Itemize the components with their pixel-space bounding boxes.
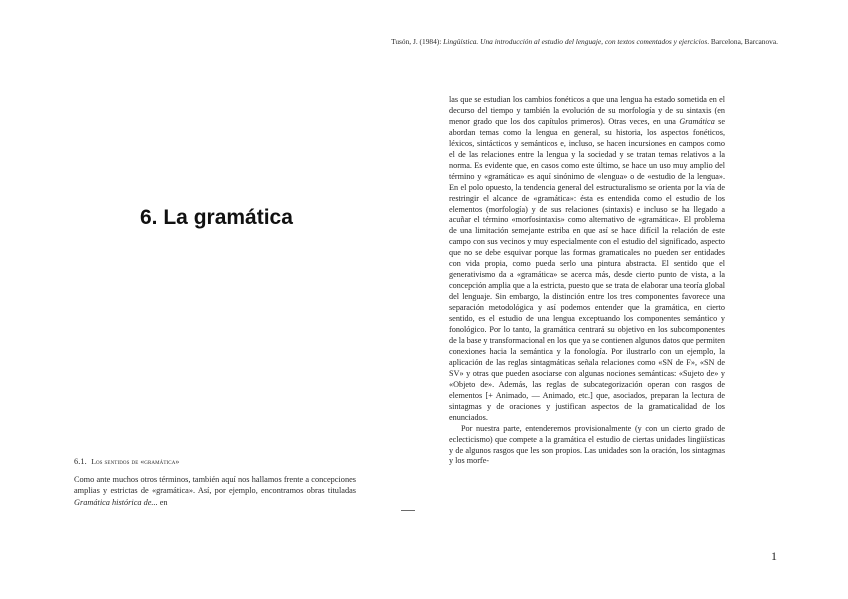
body-p1-end: se abordan temas como la lengua en general, su historia, los aspectos fonéticos, léxicos, sintácticos y semánticos e, incluso, se hacen incursiones en campos como el de las relaciones entre la lengua y la sociedad y se tratan temas relativos a la norma. Es evidente que, en casos como este último, se hace un uso muy amplio del término y «gramática» es aquí sinónimo de «lengua» o de «estudio de la lengua». En el polo opuesto, la tendencia general del estructuralismo se orienta por la vía de restringir el alcance de «gramática»: ésta es entendida como el estudio de los elementos (morfología) y de sus relaciones (sintaxis) e incluso se ha llegado a acuñar el término «morfosintaxis» como alternativo de «gramática». El problema de una limitación semejante estriba en que así se hace difícil la relación de este campo con sus vecinos y muy especialmente con el estudio del significado, aspecto que no se debe esquivar porque las formas gramaticales no pueden ser entidades con vida propia, como pueda serlo una pintura abstracta. El sentido que el generativismo da a «gramática» se acerca más, desde cierto punto de vista, a la concepción amplia que a la estricta, puesto que se trata de elaborar una teoría global del lenguaje. Sin embargo, la distinción entre los tres componentes favorece una separación metodológica y así podemos entender que la gramática, en cierto sentido, es el estudio de una lengua exceptuando los componentes semántico y fonológico. Por lo tanto, la gramática centrará su objetivo en los subcomponentes de la base y transformacional en los que ya se contienen algunos datos que permiten conexiones hacia la semántica y la fonología. Por ilustrarlo con un ejemplo, la aplicación de las reglas sintagmáticas señala relaciones como «SN de F», «SN de SV» y otras que pueden asociarse con algunas nociones semánticas: «Sujeto de» y «Objeto de». Además, las reglas de subcategorización operan con rasgos de elementos [+ Animado, — Animado, etc.] que, asociados, preparan la lectura de sintagmas y de oraciones y justifican aspectos de la gramaticalidad de los enunciados. <box>449 116 725 422</box>
intro-text-start: Como ante muchos otros términos, también aquí nos hallamos frente a concepciones amplias y estrictas de «gramática». Así, por ejemplo, encontramos obras tituladas <box>74 474 356 496</box>
section-intro-paragraph <box>74 474 356 509</box>
intro-italic-title: Gramática histórica de... <box>74 497 158 507</box>
section-number: 6.1. <box>74 457 87 466</box>
citation-publisher: . Barcelona, Barcanova. <box>707 37 778 46</box>
page-number: 1 <box>771 549 777 563</box>
body-text-column <box>449 95 725 467</box>
section-title: Los sentidos de «gramática» <box>91 457 180 466</box>
section-heading <box>74 456 356 468</box>
intro-text-end: en <box>157 497 168 507</box>
citation-book-title: Lingüística. Una introducción al estudio del lenguaje, con textos comentados y ejercicios <box>443 37 708 46</box>
divider-dash <box>401 510 415 511</box>
bibliographic-citation <box>391 37 778 46</box>
body-paragraph-2: Por nuestra parte, entenderemos provisionalmente (y con un cierto grado de eclecticismo) que compete a la gramática el estudio de ciertas unidades lingüísticas y de algunos rasgos que les son propios. Las unidades son la oración, los sintagmas y los morfe- <box>449 423 725 466</box>
citation-author-year: Tusón, J. (1984): <box>391 37 444 46</box>
body-p1-italic: Gramática <box>679 116 715 126</box>
body-p1-start: las que se estudian los cambios fonéticos a que una lengua ha estado sometida en el decurso del tiempo y también la evolución de su morfología y de su sintaxis (en menor grado que los dos capítulos primeros). Otras veces, en una <box>449 95 725 126</box>
chapter-title: 6. La gramática <box>140 206 293 229</box>
section-intro <box>74 456 356 508</box>
body-paragraph-1 <box>449 95 725 424</box>
